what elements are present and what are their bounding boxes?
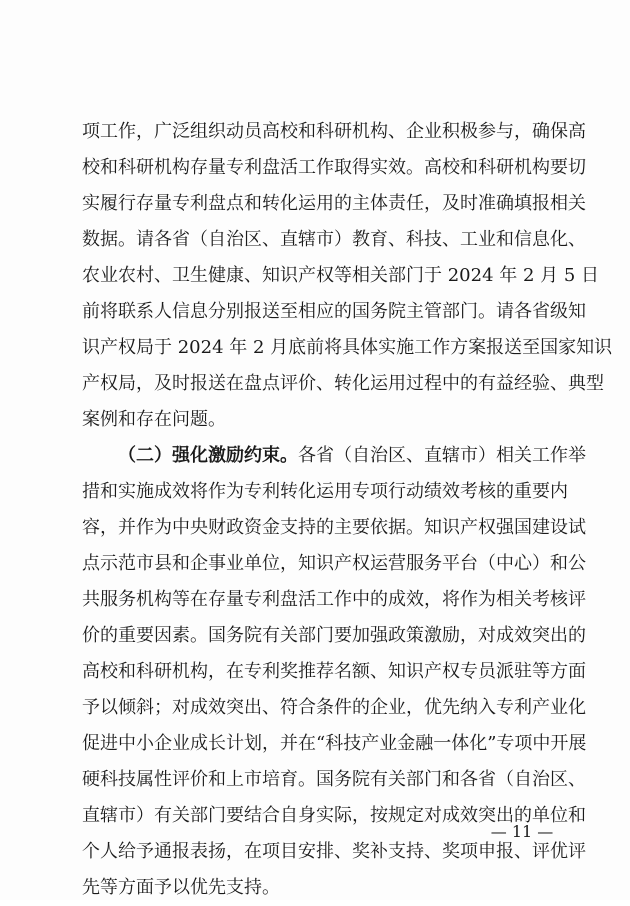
section-heading-line (82, 438, 586, 474)
text-line: 高校和科研机构，在专利奖推荐名额、知识产权专员派驻等方面 (82, 661, 586, 682)
text-line: 农业农村、卫生健康、知识产权等相关部门于 2024 年 2 月 5 日 (82, 265, 600, 286)
text-line: 促进中小企业成长计划，并在“科技产业金融一体化”专项中开展 (82, 733, 587, 754)
text-line: 实履行存量专利盘点和转化运用的主体责任，及时准确填报相关 (82, 193, 586, 214)
text-line: 项工作，广泛组织动员高校和科研机构、企业积极参与，确保高 (82, 121, 586, 142)
text-line: 数据。请各省（自治区、直辖市）教育、科技、工业和信息化、 (82, 229, 586, 250)
text-line: 硬科技属性评价和上市培育。国务院有关部门和各省（自治区、 (82, 769, 586, 790)
text-line: 个人给予通报表扬，在项目安排、奖补支持、奖项申报、评优评 (82, 841, 586, 862)
text-line: 价的重要因素。国务院有关部门要加强政策激励，对成效突出的 (82, 625, 586, 646)
section-heading: （二）强化激励约束。 (118, 445, 298, 466)
text-line: 识产权局于 2024 年 2 月底前将具体实施工作方案报送至国家知识 (82, 337, 613, 358)
page-number: — 11 — (490, 822, 554, 841)
text-line: 前将联系人信息分别报送至相应的国务院主管部门。请各省级知 (82, 301, 586, 322)
text-line: 容，并作为中央财政资金支持的主要依据。知识产权强国建设试 (82, 517, 586, 538)
text-line: 产权局，及时报送在盘点评价、转化运用过程中的有益经验、典型 (82, 373, 604, 394)
text-line: 措和实施成效将作为专利转化运用专项行动绩效考核的重要内 (82, 481, 568, 502)
text-line: 点示范市县和企事业单位，知识产权运营服务平台（中心）和公 (82, 553, 586, 574)
text-line: 予以倾斜；对成效突出、符合条件的企业，优先纳入专利产业化 (82, 697, 586, 718)
text-span: 各省（自治区、直辖市）相关工作举 (298, 445, 586, 466)
text-line: 共服务机构等在存量专利盘活工作中的成效，将作为相关考核评 (82, 589, 586, 610)
text-line: 直辖市）有关部门要结合自身实际，按规定对成效突出的单位和 (82, 805, 586, 826)
text-line: 校和科研机构存量专利盘活工作取得实效。高校和科研机构要切 (82, 157, 586, 178)
text-line: 先等方面予以优先支持。 (82, 877, 280, 898)
text-line: 案例和存在问题。 (82, 409, 226, 430)
